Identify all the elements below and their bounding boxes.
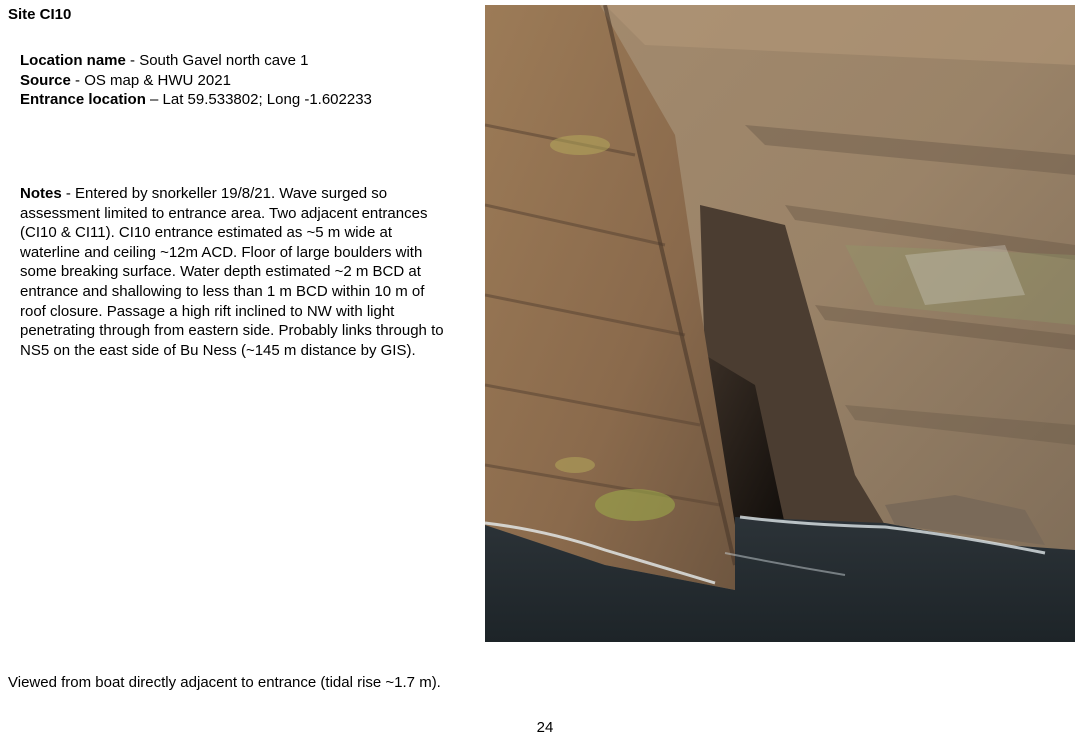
notes-paragraph: [20, 184, 445, 360]
page-number: 24: [536, 719, 554, 736]
entrance-location-label: Entrance location: [20, 91, 146, 108]
location-name-value: - South Gavel north cave 1: [125, 52, 309, 69]
site-info: [20, 51, 470, 110]
notes-label: Notes: [20, 185, 62, 202]
cave-photo-illustration: [485, 5, 1075, 642]
entrance-location-line: [20, 90, 470, 110]
source-line: [20, 71, 470, 91]
notes-text: - Entered by snorkeller 19/8/21. Wave surged so assessment limited to entrance area. Two adjacent entrances (CI10 & CI11). CI10 entrance estimated as ~5 m wide at waterline and ceiling ~12m ACD. Floor of large boulders with some breaking surface. Water depth estimated ~2 m BCD at entrance and shallowing to less than 1 m BCD within 10 m of roof closure. Passage a high rift inclined to NW with light penetrating through from eastern side. Probably links through to NS5 on the east side of Bu Ness (~145 m distance by GIS).: [20, 185, 444, 359]
location-name-line: [20, 51, 470, 71]
photo-caption: Viewed from boat directly adjacent to entrance (tidal rise ~1.7 m).: [8, 674, 441, 691]
entrance-location-value: – Lat 59.533802; Long -1.602233: [145, 91, 372, 108]
cave-entrance-photo: [485, 5, 1075, 642]
location-name-label: Location name: [20, 52, 126, 69]
source-label: Source: [20, 71, 71, 89]
source-value: - OS map & HWU 2021: [70, 71, 231, 89]
site-title: Site CI10: [8, 6, 72, 23]
